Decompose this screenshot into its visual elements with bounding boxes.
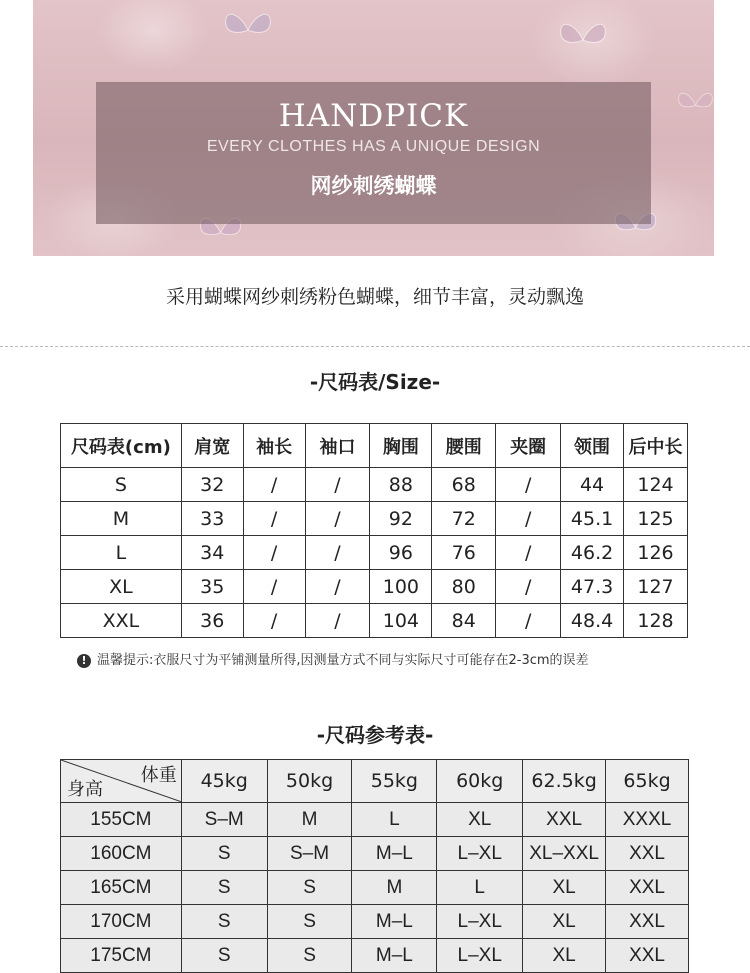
- table-cell: S: [267, 939, 352, 973]
- table-row: [61, 604, 688, 638]
- weight-header-cell: 55kg: [352, 760, 437, 803]
- size-note-text: 温馨提示:衣服尺寸为平铺测量所得,因测量方式不同与实际尺寸可能存在2-3cm的误差: [97, 653, 589, 668]
- height-cell: 155CM: [61, 803, 182, 837]
- table-cell: L–XL: [437, 837, 523, 871]
- table-cell: /: [243, 502, 305, 536]
- weight-header-cell: 45kg: [181, 760, 267, 803]
- dashed-divider: [0, 346, 750, 347]
- table-cell: /: [305, 468, 370, 502]
- table-cell: L–XL: [437, 905, 523, 939]
- table-cell: /: [305, 536, 370, 570]
- table-cell: S: [267, 871, 352, 905]
- table-cell: 35: [181, 570, 243, 604]
- size-note: [77, 651, 589, 671]
- table-cell: /: [305, 604, 370, 638]
- header-cell: 胸围: [370, 424, 432, 468]
- table-cell: 84: [432, 604, 496, 638]
- table-cell: XL: [523, 871, 606, 905]
- table-row: [61, 871, 689, 905]
- height-cell: 165CM: [61, 871, 182, 905]
- table-cell: XXL: [606, 939, 689, 973]
- table-cell: /: [305, 570, 370, 604]
- table-cell: XL: [523, 939, 606, 973]
- header-cell: 领围: [561, 424, 624, 468]
- table-cell: 32: [181, 468, 243, 502]
- table-row: [61, 536, 688, 570]
- table-cell: 48.4: [561, 604, 624, 638]
- table-cell: 125: [624, 502, 688, 536]
- weight-header-cell: 65kg: [606, 760, 689, 803]
- table-cell: 33: [181, 502, 243, 536]
- table-cell: 96: [370, 536, 432, 570]
- table-cell: /: [243, 570, 305, 604]
- size-table: [60, 423, 688, 638]
- hero-caption: 网纱刺绣蝴蝶: [310, 174, 437, 198]
- table-cell: 45.1: [561, 502, 624, 536]
- butterfly-embroidery-icon: [553, 10, 613, 70]
- table-cell: 36: [181, 604, 243, 638]
- table-cell: S: [181, 837, 267, 871]
- header-cell: 袖口: [305, 424, 370, 468]
- table-cell: S: [181, 871, 267, 905]
- weight-label: 体重: [140, 765, 177, 786]
- hero-title: HANDPICK: [278, 98, 469, 134]
- table-cell: M: [267, 803, 352, 837]
- table-cell: 88: [370, 468, 432, 502]
- header-cell: 袖长: [243, 424, 305, 468]
- table-cell: /: [496, 604, 561, 638]
- table-cell: S: [267, 905, 352, 939]
- table-cell: /: [496, 468, 561, 502]
- hero-banner: [33, 0, 714, 256]
- table-cell: S: [181, 939, 267, 973]
- table-cell: L: [437, 871, 523, 905]
- header-cell: 夹圈: [496, 424, 561, 468]
- table-cell: 46.2: [561, 536, 624, 570]
- header-cell: 腰围: [432, 424, 496, 468]
- weight-header-cell: 62.5kg: [523, 760, 606, 803]
- table-cell: /: [496, 536, 561, 570]
- header-cell: 肩宽: [181, 424, 243, 468]
- table-cell: /: [243, 604, 305, 638]
- height-cell: 170CM: [61, 905, 182, 939]
- table-cell: S–M: [267, 837, 352, 871]
- table-cell: 80: [432, 570, 496, 604]
- table-cell: XXL: [606, 871, 689, 905]
- table-cell: L: [352, 803, 437, 837]
- table-cell: 126: [624, 536, 688, 570]
- table-cell: 72: [432, 502, 496, 536]
- table-cell: XXL: [523, 803, 606, 837]
- table-cell: M: [61, 502, 182, 536]
- table-cell: XXL: [606, 837, 689, 871]
- table-cell: 128: [624, 604, 688, 638]
- hero-subtitle: EVERY CLOTHES HAS A UNIQUE DESIGN: [206, 138, 541, 155]
- weight-header-cell: 50kg: [267, 760, 352, 803]
- table-cell: M–L: [352, 837, 437, 871]
- height-cell: 160CM: [61, 837, 182, 871]
- height-cell: 175CM: [61, 939, 182, 973]
- table-row: [61, 837, 689, 871]
- table-cell: XXL: [606, 905, 689, 939]
- ref-table-title: -尺码参考表-: [316, 723, 434, 747]
- table-row: [61, 468, 688, 502]
- table-row: [61, 905, 689, 939]
- table-row: [61, 502, 688, 536]
- warning-icon: !: [77, 654, 91, 668]
- table-cell: XL–XXL: [523, 837, 606, 871]
- table-cell: 92: [370, 502, 432, 536]
- table-cell: XL: [523, 905, 606, 939]
- table-row: [61, 570, 688, 604]
- table-cell: /: [496, 570, 561, 604]
- size-table-title: -尺码表/Size-: [309, 370, 441, 394]
- table-cell: S: [181, 905, 267, 939]
- table-row: [61, 803, 689, 837]
- table-cell: 76: [432, 536, 496, 570]
- table-row: [61, 939, 689, 973]
- table-cell: /: [496, 502, 561, 536]
- header-cell: 后中长: [624, 424, 688, 468]
- table-cell: 34: [181, 536, 243, 570]
- table-cell: XXXL: [606, 803, 689, 837]
- table-cell: 100: [370, 570, 432, 604]
- size-table-header: [61, 424, 688, 468]
- height-weight-corner-cell: [61, 760, 182, 803]
- table-cell: 124: [624, 468, 688, 502]
- table-cell: /: [243, 536, 305, 570]
- table-cell: M–L: [352, 905, 437, 939]
- table-cell: 104: [370, 604, 432, 638]
- table-cell: S: [61, 468, 182, 502]
- table-cell: XL: [437, 803, 523, 837]
- table-cell: 44: [561, 468, 624, 502]
- table-cell: 127: [624, 570, 688, 604]
- ref-table-header: [61, 760, 689, 803]
- table-cell: L–XL: [437, 939, 523, 973]
- table-cell: 68: [432, 468, 496, 502]
- table-cell: S–M: [181, 803, 267, 837]
- header-cell: 尺码表(cm): [61, 424, 182, 468]
- table-cell: XXL: [61, 604, 182, 638]
- size-reference-table: [60, 759, 689, 973]
- butterfly-embroidery-icon: [218, 5, 278, 55]
- weight-header-cell: 60kg: [437, 760, 523, 803]
- table-cell: M: [352, 871, 437, 905]
- table-cell: XL: [61, 570, 182, 604]
- table-cell: M–L: [352, 939, 437, 973]
- hero-text-panel: [96, 82, 651, 224]
- table-cell: /: [243, 468, 305, 502]
- product-description: 采用蝴蝶网纱刺绣粉色蝴蝶，细节丰富，灵动飘逸: [165, 286, 584, 308]
- butterfly-embroidery-icon: [673, 85, 714, 125]
- table-cell: L: [61, 536, 182, 570]
- table-cell: /: [305, 502, 370, 536]
- height-label: 身高: [67, 779, 103, 800]
- table-cell: 47.3: [561, 570, 624, 604]
